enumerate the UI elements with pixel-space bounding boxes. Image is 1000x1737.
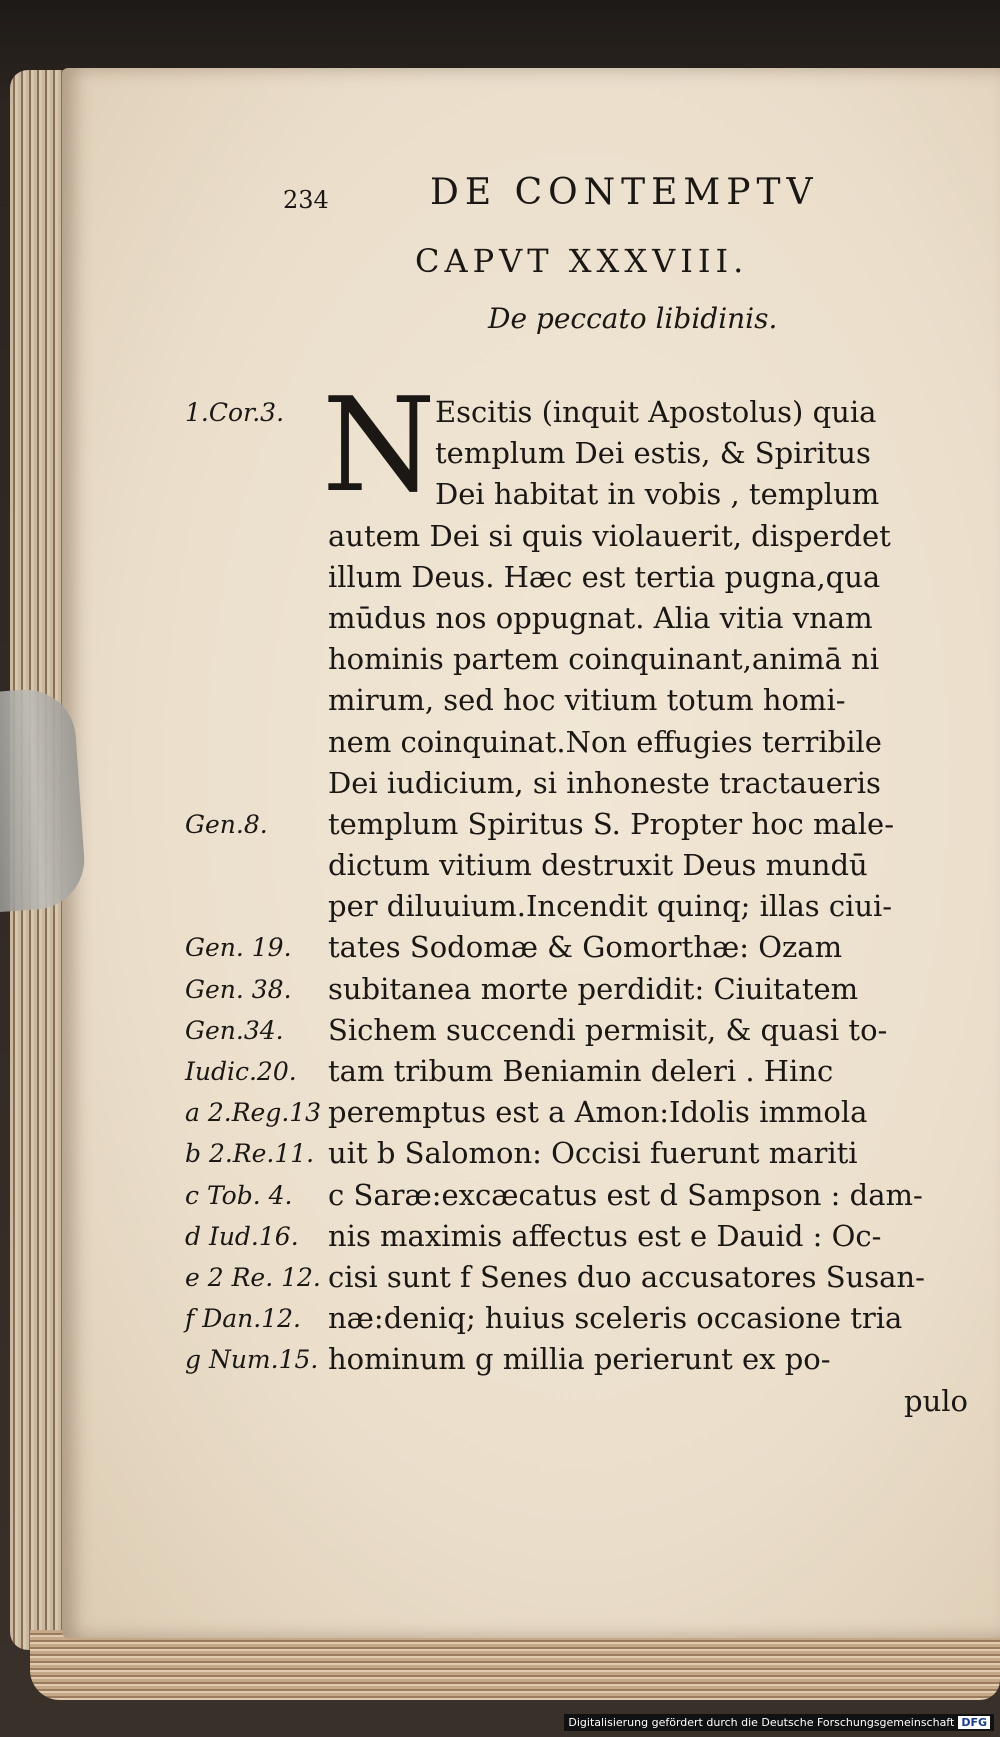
margin-note <box>185 886 335 927</box>
text-line: autem Dei si quis violauerit, disperdet <box>328 518 891 553</box>
text-line: hominis partem coinquinant,animā ni <box>328 642 880 677</box>
text-line: Dei iudicium, si inhoneste tractaueris <box>328 765 881 800</box>
margin-note: 1.Cor.3. <box>185 398 285 427</box>
margin-note: e 2 Re. 12. <box>185 1262 321 1292</box>
digitization-footer <box>564 1714 994 1731</box>
text-line: illum Deus. Hæc est tertia pugna,qua <box>328 559 881 594</box>
chapter-heading: CAPVT XXXVIII. <box>415 242 749 280</box>
text-line: nis maximis affectus est e Dauid : Oc- <box>328 1218 882 1253</box>
text-line: subitanea morte perdidit: Ciuitatem <box>328 971 859 1006</box>
margin-note <box>185 474 335 515</box>
margin-note: Gen.8. <box>185 809 268 839</box>
page-number: 234 <box>283 186 329 214</box>
chapter-subtitle: De peccato libidinis. <box>488 302 778 335</box>
dfg-logo: DFG <box>958 1716 990 1729</box>
text-line: tam tribum Beniamin deleri . Hinc <box>328 1054 834 1088</box>
drop-cap-initial: N <box>322 369 436 521</box>
text-line: Sichem succendi permisit, & quasi to- <box>328 1012 888 1047</box>
text-line: mūdus nos oppugnat. Alia vitia vnam <box>328 600 873 635</box>
margin-note <box>185 845 335 886</box>
margin-note: b 2.Re.11. <box>185 1139 315 1169</box>
margin-notes <box>185 392 335 1381</box>
footer-text: Digitalisierung gefördert durch die Deutsche Forschungsgemeinschaft <box>568 1716 955 1729</box>
text-line: c Saræ:excæcatus est d Sampson : dam- <box>328 1177 923 1212</box>
text-line: templum Dei estis, & Spiritus <box>435 436 871 471</box>
margin-note: Gen. 38. <box>185 974 292 1004</box>
text-line: nem coinquinat.Non effugies terribile <box>328 724 882 759</box>
margin-note: f Dan.12. <box>185 1304 301 1334</box>
margin-note <box>185 598 335 639</box>
margin-note <box>185 557 335 598</box>
running-title: DE CONTEMPTV <box>430 172 819 213</box>
text-line: Dei habitat in vobis , templum <box>435 477 880 512</box>
margin-note <box>185 763 335 804</box>
text-line: cisi sunt f Senes duo accusatores Susan- <box>328 1259 925 1294</box>
margin-note: c Tob. 4. <box>185 1180 293 1210</box>
text-line: Escitis (inquit Apostolus) quia <box>435 395 877 429</box>
text-line-catchword: pulo <box>904 1383 968 1418</box>
margin-note: g Num.15. <box>185 1345 319 1375</box>
margin-note: d Iud.16. <box>185 1221 299 1251</box>
book-bottom-edge <box>30 1630 1000 1700</box>
text-line: tates Sodomæ & Gomorthæ: Ozam <box>328 930 843 965</box>
margin-note <box>185 639 335 680</box>
margin-note: Gen.34. <box>185 1015 284 1045</box>
margin-note <box>185 722 335 763</box>
text-line: næ:deniq; huius sceleris occasione tria <box>328 1301 903 1336</box>
margin-note: a 2.Reg.13 <box>185 1098 322 1128</box>
margin-note <box>185 516 335 557</box>
text-line: per diluuium.Incendit quinq; illas ciui- <box>328 889 893 924</box>
body-text <box>328 392 968 1422</box>
margin-note <box>185 433 335 474</box>
text-line: mirum, sed hoc vitium totum homi- <box>328 683 846 718</box>
text-line: dictum vitium destruxit Deus mundū <box>328 848 868 883</box>
text-line: uit b Salomon: Occisi fuerunt mariti <box>328 1136 858 1171</box>
text-line: hominum g millia perierunt ex po- <box>328 1342 831 1377</box>
text-line: peremptus est a Amon:Idolis immola <box>328 1095 868 1130</box>
margin-note: Gen. 19. <box>185 933 292 963</box>
margin-note: Iudic.20. <box>185 1057 297 1086</box>
text-line: templum Spiritus S. Propter hoc male- <box>328 806 895 841</box>
margin-note <box>185 680 335 721</box>
